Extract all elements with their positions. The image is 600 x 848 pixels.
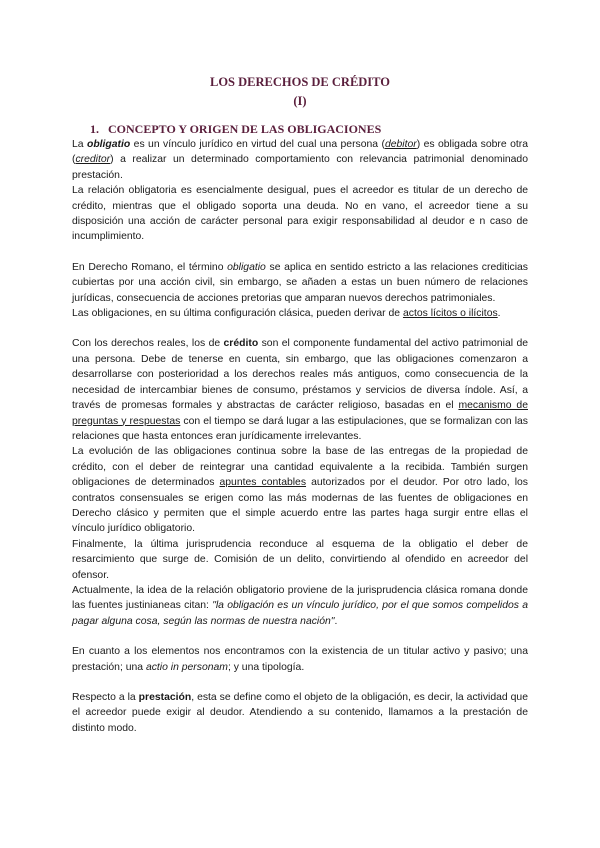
paragraph-4 (72, 306, 528, 321)
term-credito: crédito (223, 338, 259, 350)
paragraph-6 (72, 444, 528, 536)
quote: "la obligación es un vínculo jurídico, por el que somos compelidos a pagar alguna cosa, según las normas de nuestra nación" (72, 600, 529, 627)
section-number: 1. (90, 122, 99, 136)
paragraph-2: La relación obligatoria es esencialmente desigual, pues el acreedor es titular de un derecho de crédito, mientras que el obligado soporta una deuda. No en vano, el acreedor tiene a su disposición una acción de carácter personal para exigir responsabilidad al deudor e n caso de incumplimiento. (72, 185, 528, 243)
paragraph-1 (72, 137, 528, 183)
section-heading-text: CONCEPTO Y ORIGEN DE LAS OBLIGACIONES (108, 122, 382, 136)
text-run: Respecto a la (72, 692, 139, 703)
term-obligatio: obligatio (227, 261, 266, 273)
paragraph-9 (72, 644, 528, 675)
text-run: ; y una tipología. (227, 661, 305, 673)
term-creditor: creditor (75, 154, 111, 166)
paragraph-5 (72, 336, 528, 444)
term-obligatio: obligatio (86, 139, 131, 150)
text-run: Las obligaciones, en su última configuración clásica, pueden derivar de (72, 308, 403, 320)
text-run: ) es obligada sobre otra ( (72, 139, 528, 166)
text-run: con el tiempo se dará lugar a las estipulaciones, que se formalizan con las relaciones que hasta entonces eran jurídicamente irrelevantes. (72, 415, 528, 442)
text-run: autorizados por el deudor. Por otro lado, los contratos consensuales se erigen como las más modernas de las fuentes de obligaciones en Derecho clásico y permiten que el simple acuerdo entre las partes haga surgir entre ellas el vínculo jurídico obligatorio. (72, 477, 528, 535)
paragraph-8 (72, 583, 528, 629)
section-heading (90, 122, 528, 137)
document-title: LOS DERECHOS DE CRÉDITO (209, 75, 391, 89)
text-run: es un vínculo jurídico en virtud del cual una persona ( (130, 139, 385, 150)
text-run: son el componente fundamental del activo patrimonial de una persona. Debe de tenerse en cuenta, sin embargo, que las obligaciones comenzaron a desarrollarse con posterioridad a los derechos reales más antiguos, como consecuencia de la necesidad de intercambiar bienes de consumo, préstamos y servicios de diversa índole. Así, a través de promesas formales y abstractas de carácter religioso, basadas en el (72, 338, 529, 412)
text-run: , esta se define como el objeto de la obligación, es decir, la actividad que el acreedor puede exigir al deudor. Atendiendo a su contenido, llamamos a la prestación de distinto modo. (72, 692, 528, 734)
paragraph-7: Finalmente, la última jurisprudencia reconduce al esquema de la obligatio el deber de resarcimiento que surge de. Comisión de un delito, convirtiendo al ofendido en acreedor del ofensor. (72, 538, 528, 581)
text-run: ) a realizar un determinado comportamiento con relevancia patrimonial denominado prestación. (72, 154, 528, 181)
text-run: Actualmente, la idea de la relación obligatorio proviene de la jurisprudencia clásica romana donde las fuentes justinianeas citan: (72, 584, 528, 612)
text-run: . (334, 615, 338, 627)
text-run: Con los derechos reales, los de (72, 338, 224, 350)
term-apuntes-contables: apuntes contables (219, 477, 307, 489)
document-title-subtitle: (I) (293, 94, 307, 108)
term-prestacion: prestación (138, 692, 192, 703)
term-actos-licitos: actos lícitos o ilícitos (402, 308, 498, 320)
text-run: La (72, 139, 87, 150)
text-run: se aplica en sentido estricto a las relaciones crediticias cubiertas por una acción civil, sin embargo, se añaden a estas un buen número de relaciones jurídicas, consecuencia de acciones pretorias que amparan nuevos derechos patrimoniales. (72, 261, 528, 304)
text-run: La evolución de las obligaciones continua sobre la base de las entregas de la propiedad de crédito, con el deber de reintegrar una cantidad equivalente a la recibida. También surgen obligaciones de determinados (72, 446, 528, 489)
paragraph-3 (72, 260, 528, 306)
term-mecanismo: mecanismo de preguntas y respuestas (72, 400, 528, 427)
term-debitor: debitor (384, 139, 417, 150)
term-actio-in-personam: actio in personam (145, 661, 228, 673)
text-run: En cuanto a los elementos nos encontramos con la existencia de un titular activo y pasivo; una prestación; una (72, 646, 528, 673)
text-run: En Derecho Romano, el término (72, 261, 228, 273)
paragraph-10 (72, 690, 528, 736)
text-run: . (497, 308, 501, 320)
